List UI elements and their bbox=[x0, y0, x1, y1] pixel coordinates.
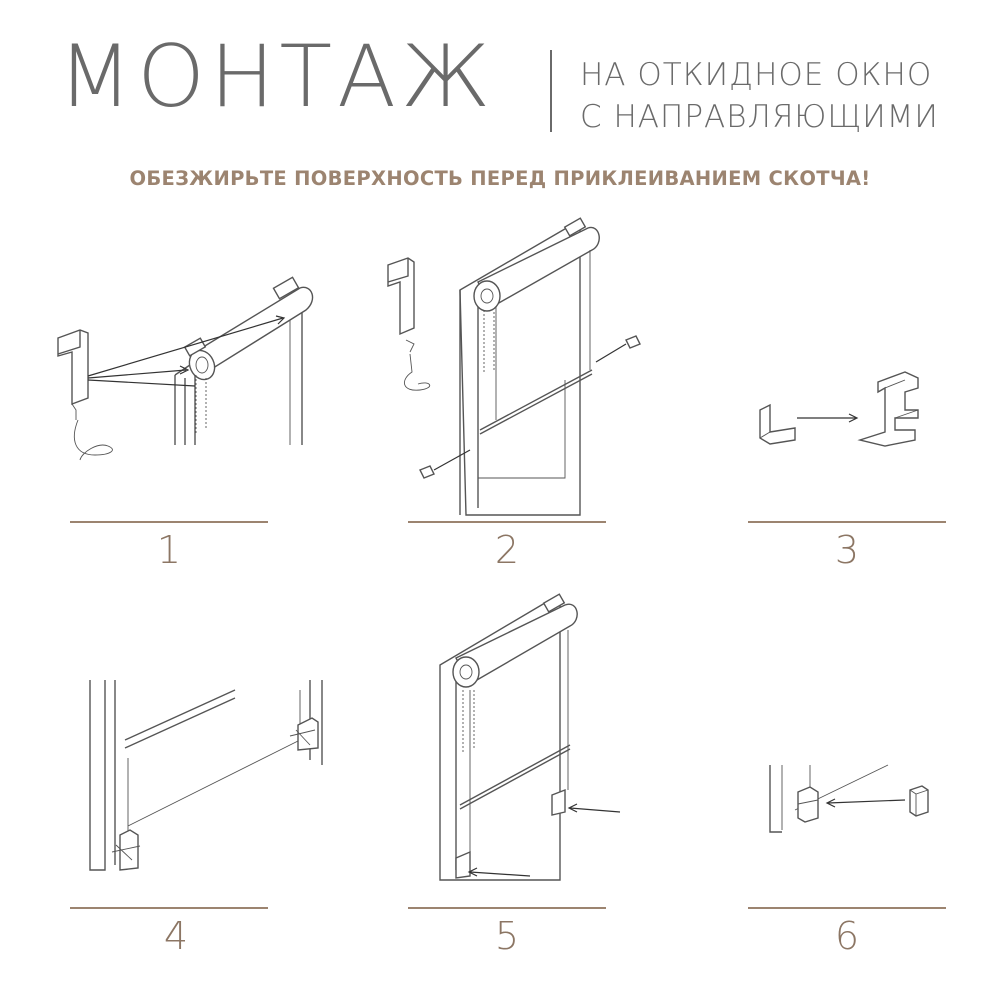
step-1-number: 1 bbox=[156, 528, 182, 572]
step-3-number: 3 bbox=[834, 528, 860, 572]
step-1-line bbox=[70, 521, 268, 523]
step-5-line bbox=[408, 907, 606, 909]
step-2-number: 2 bbox=[494, 528, 520, 572]
step-4-number: 4 bbox=[163, 914, 189, 958]
step-4-line bbox=[70, 907, 268, 909]
step-5-illustration bbox=[440, 594, 620, 880]
step-6-line bbox=[748, 907, 946, 909]
warning-text: ОБЕЗЖИРЬТЕ ПОВЕРХНОСТЬ ПЕРЕД ПРИКЛЕИВАНИЕМ СКОТЧА! bbox=[129, 167, 871, 190]
step-5-number: 5 bbox=[494, 914, 520, 958]
step-2-line bbox=[408, 521, 606, 523]
subtitle-line-1: НА ОТКИДНОЕ ОКНО bbox=[580, 57, 933, 93]
step-6-number: 6 bbox=[834, 914, 860, 958]
step-1-illustration bbox=[58, 277, 313, 460]
page-title: МОНТАЖ bbox=[58, 27, 496, 127]
step-4-illustration bbox=[90, 680, 322, 870]
step-2-illustration bbox=[388, 218, 640, 515]
step-3-illustration bbox=[760, 372, 918, 446]
subtitle-line-2: С НАПРАВЛЯЮЩИМИ bbox=[580, 99, 939, 135]
step-6-illustration bbox=[770, 765, 928, 832]
step-3-line bbox=[748, 521, 946, 523]
